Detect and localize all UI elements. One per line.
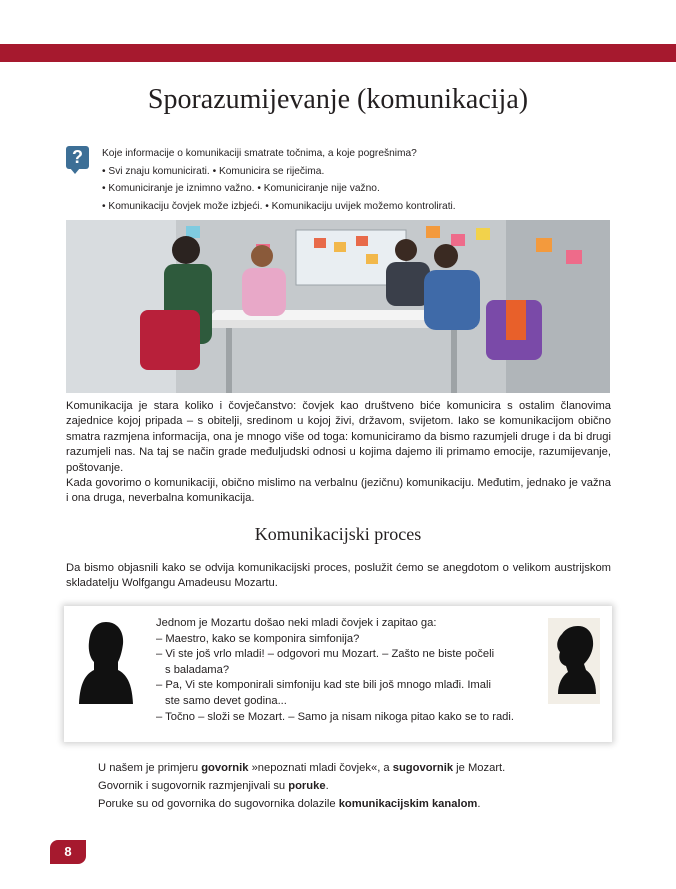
mozart-silhouette-icon	[548, 618, 600, 704]
question-icon: ?	[66, 146, 89, 169]
summary-text: »nepoznati mladi čovjek«, a	[248, 762, 393, 774]
mozart-portrait	[548, 618, 600, 704]
section-title: Komunikacijski proces	[254, 524, 422, 544]
question-line: • Svi znaju komunicirati. • Komunicira se riječima.	[102, 165, 325, 177]
header-bar	[0, 44, 676, 62]
summary-text: .	[325, 780, 329, 793]
anecdote-box	[64, 606, 612, 742]
paragraph-verbal-nonverbal: Kada govorimo o komunikaciji, obično mislimo na verbalnu (jezičnu) komunikaciju. Međutim, jednako je važna i ona druga, neverbalna komunikacija.	[66, 477, 611, 505]
anecdote-line: – Vi ste još vrlo mladi! – odgovori mu Mozart. – Zašto ne biste počeli	[156, 648, 495, 661]
term-messages: poruke	[288, 780, 326, 793]
question-line: • Komunikaciju čovjek može izbjeći. • Komunikaciju uvijek možemo kontrolirati.	[102, 200, 456, 212]
anecdote-line: – Pa, Vi ste komponirali simfoniju kad ste bili još mnogo mlađi. Imali	[156, 679, 491, 692]
meeting-photo	[66, 220, 610, 393]
anecdote-line: s baladama?	[165, 663, 230, 676]
question-block	[102, 145, 522, 215]
page-number: 8	[50, 840, 86, 864]
summary-block	[98, 759, 578, 814]
summary-text: Govornik i sugovornik razmjenjivali su	[98, 780, 289, 793]
summary-text: Poruke su od govornika do sugovornika dolazile	[98, 798, 339, 811]
question-intro: Koje informacije o komunikaciji smatrate točnima, a koje pogrešnima?	[102, 148, 417, 159]
paragraph-communication-intro: Komunikacija je stara koliko i čovječanstvo: čovjek kao društveno biće komunicira s ostalim članovima zajednice kojoj pripada – s obitelji, sredinom u kojoj živi, državom, svijetom. Iako se komunikacijom obično smatra razmjena informacija, ona je mnogo više od toga: komuniciramo da bismo razumjeli druge i da bi drugi razumjeli nas. Na taj se način grade međuljudski odnosi u kojima dajemo ili primamo emocije, razumijevanje, poštovanje.	[66, 400, 611, 474]
summary-text: U našem je primjeru	[98, 762, 202, 774]
summary-line-channel	[98, 795, 578, 813]
page-title: Sporazumijevanje (komunikacija)	[147, 84, 529, 115]
anecdote-line: – Maestro, kako se komponira simfonija?	[156, 632, 360, 645]
question-line: • Komuniciranje je iznimno važno. • Komuniciranje nije važno.	[102, 183, 380, 194]
anecdote-text	[156, 616, 526, 725]
young-man-silhouette-icon	[78, 620, 134, 704]
anecdote-line: – Točno – složi se Mozart. – Samo ja nisam nikoga pitao kako se to radi.	[156, 710, 514, 723]
meeting-photo-illustration	[66, 220, 610, 393]
paragraph-anecdote-intro: Da bismo objasnili kako se odvija komunikacijski proces, poslužit ćemo se anegdotom o velikom austrijskom skladatelju Wolfgangu Amadeusu Mozartu.	[66, 562, 611, 590]
summary-line-speaker	[98, 759, 578, 777]
term-speaker: govornik	[201, 762, 249, 774]
term-channel: komunikacijskim kanalom	[338, 798, 478, 811]
anecdote-line: ste samo devet godina...	[165, 694, 287, 707]
summary-text: .	[477, 798, 481, 811]
anecdote-line: Jednom je Mozartu došao neki mladi čovjek i zapitao ga:	[156, 617, 437, 629]
term-listener: sugovornik	[392, 762, 454, 774]
summary-line-messages	[98, 777, 578, 795]
summary-text: je Mozart.	[453, 762, 506, 774]
